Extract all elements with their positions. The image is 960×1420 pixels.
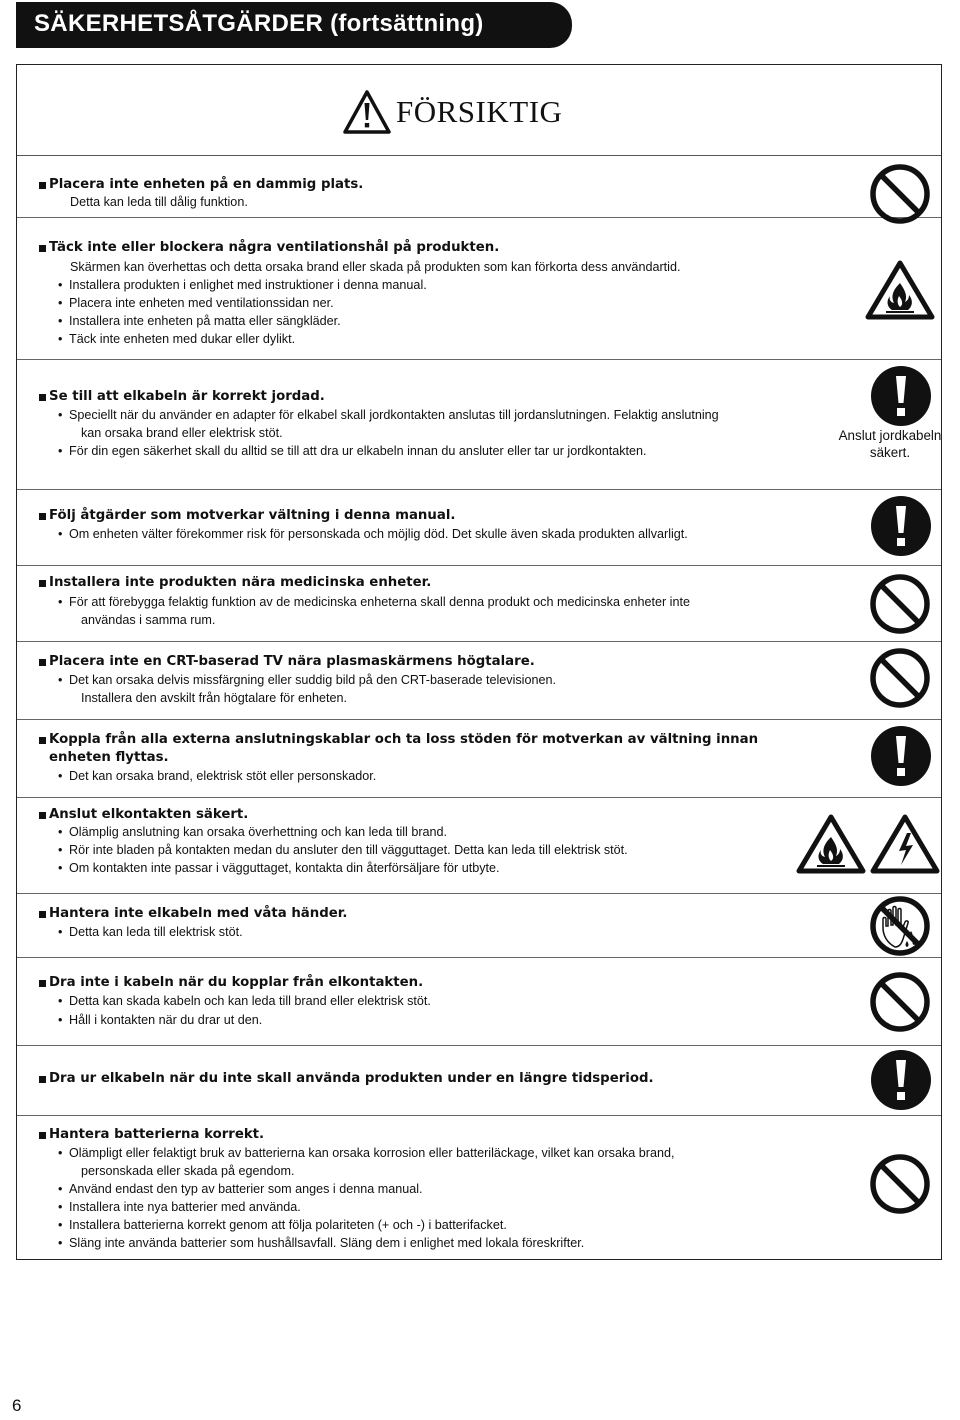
- precaution-heading: Placera inte enheten på en dammig plats.: [49, 177, 364, 192]
- precaution-text: användas i samma rum.: [81, 613, 216, 627]
- precaution-bullet: • Speciellt när du använder en adapter för elkabel skall jordkontakten anslutas till jordanslutningen. Felaktig anslutning: [69, 406, 719, 424]
- warning-triangle-icon: [342, 89, 392, 135]
- precaution-bullet: • Installera produkten i enlighet med instruktioner i denna manual.: [69, 276, 427, 294]
- precaution-heading-continued: enheten flyttas.: [49, 750, 169, 765]
- precaution-bullet: • Olämplig anslutning kan orsaka överhettning och kan leda till brand.: [69, 823, 447, 841]
- precaution-bullet: • Installera inte enheten på matta eller sängkläder.: [69, 312, 341, 330]
- precaution-disconnect-before-moving: [17, 719, 941, 798]
- precaution-dust: [17, 155, 941, 218]
- precaution-unplug-long-periods: [17, 1045, 941, 1116]
- precaution-heading: Anslut elkontakten säkert.: [49, 807, 249, 822]
- page-title: SÄKERHETSÅTGÄRDER (fortsättning): [34, 10, 484, 37]
- precaution-bullet: • För att förebygga felaktig funktion av de medicinska enheterna skall denna produkt och medicinska enheter inte: [69, 593, 690, 611]
- no-wet-hands-icon: [869, 895, 931, 957]
- precaution-medical-devices: [17, 565, 941, 642]
- precaution-bullet: • Det kan orsaka delvis missfärgning eller suddig bild på den CRT-baserade televisionen.: [69, 671, 556, 689]
- fire-hazard-icon: [864, 259, 936, 321]
- electric-shock-icon: [869, 813, 941, 875]
- precaution-grounding: [17, 359, 941, 490]
- mandatory-action-icon: [870, 365, 932, 427]
- precaution-batteries: [17, 1115, 941, 1259]
- caution-title: [342, 87, 562, 137]
- caution-frame: [16, 64, 942, 1260]
- precaution-bullet: • Installera inte nya batterier med använda.: [69, 1198, 301, 1216]
- mandatory-action-icon: [870, 1049, 932, 1111]
- precaution-bullet: • För din egen säkerhet skall du alltid se till att dra ur elkabeln innan du ansluter eller tar ur jordkontakten.: [69, 442, 647, 460]
- precaution-text: Detta kan leda till dålig funktion.: [70, 195, 248, 209]
- precaution-heading: Dra inte i kabeln när du kopplar från elkontakten.: [49, 975, 424, 990]
- precaution-heading: Täck inte eller blockera några ventilationshål på produkten.: [49, 240, 500, 255]
- grounding-note: [837, 427, 943, 461]
- precaution-bullet: • Detta kan leda till elektrisk stöt.: [69, 923, 243, 941]
- precaution-heading: Hantera inte elkabeln med våta händer.: [49, 906, 348, 921]
- precaution-bullet: • Rör inte bladen på kontakten medan du ansluter den till vägguttaget. Detta kan leda till elektrisk stöt.: [69, 841, 628, 859]
- precaution-crt-tv: [17, 641, 941, 720]
- prohibition-icon: [869, 573, 931, 635]
- precaution-pull-plug: [17, 957, 941, 1046]
- precaution-tipping: [17, 489, 941, 566]
- prohibition-icon: [869, 1153, 931, 1215]
- precaution-bullet: • Om kontakten inte passar i vägguttaget, kontakta din återförsäljare för utbyte.: [69, 859, 500, 877]
- precaution-text: personskada eller skada på egendom.: [81, 1164, 295, 1178]
- precaution-text: kan orsaka brand eller elektrisk stöt.: [81, 426, 283, 440]
- precaution-heading: Följ åtgärder som motverkar vältning i denna manual.: [49, 508, 456, 523]
- prohibition-icon: [869, 647, 931, 709]
- precaution-heading: Hantera batterierna korrekt.: [49, 1127, 265, 1142]
- precaution-heading: Installera inte produkten nära medicinska enheter.: [49, 575, 432, 590]
- grounding-note-line: Anslut jordkabeln: [838, 428, 942, 443]
- precaution-heading: Placera inte en CRT-baserad TV nära plasmaskärmens högtalare.: [49, 654, 535, 669]
- fire-hazard-icon: [795, 813, 867, 875]
- precaution-bullet: • Det kan orsaka brand, elektrisk stöt eller personskador.: [69, 767, 376, 785]
- precaution-bullet: • Placera inte enheten med ventilationssidan ner.: [69, 294, 334, 312]
- grounding-note-line: säkert.: [869, 445, 911, 460]
- prohibition-icon: [869, 163, 931, 225]
- precaution-heading: Se till att elkabeln är korrekt jordad.: [49, 389, 325, 404]
- precaution-text: Installera den avskilt från högtalare för enheten.: [81, 691, 348, 705]
- page-number: 6: [12, 1396, 22, 1415]
- precaution-bullet: • Om enheten välter förekommer risk för personskada och möjlig död. Det skulle även skada produkten allvarligt.: [69, 525, 688, 543]
- precaution-bullet: • Håll i kontakten när du drar ut den.: [69, 1011, 262, 1029]
- precaution-text: Skärmen kan överhettas och detta orsaka brand eller skada på produkten som kan förkorta dess användartid.: [70, 260, 681, 274]
- precaution-bullet: • Detta kan skada kabeln och kan leda till brand eller elektrisk stöt.: [69, 992, 431, 1010]
- caution-label: FÖRSIKTIG: [396, 94, 563, 129]
- precaution-bullet: • Täck inte enheten med dukar eller dylikt.: [69, 330, 295, 348]
- precaution-wet-hands: [17, 893, 941, 958]
- precaution-heading: Koppla från alla externa anslutningskablar och ta loss stöden för motverkan av vältning innan: [49, 732, 759, 747]
- prohibition-icon: [869, 971, 931, 1033]
- caution-title-row: [17, 65, 941, 156]
- precaution-heading: Dra ur elkabeln när du inte skall använda produkten under en längre tidsperiod.: [49, 1071, 654, 1086]
- precaution-ventilation: [17, 217, 941, 360]
- precaution-bullet: • Olämpligt eller felaktigt bruk av batterierna kan orsaka korrosion eller batteriläckage, vilket kan orsaka brand,: [69, 1144, 675, 1162]
- section-header-bar: [16, 2, 572, 48]
- precaution-bullet: • Installera batterierna korrekt genom att följa polariteten (+ och -) i batterifacket.: [69, 1216, 507, 1234]
- precaution-bullet: • Använd endast den typ av batterier som anges i denna manual.: [69, 1180, 423, 1198]
- mandatory-action-icon: [870, 495, 932, 557]
- precaution-bullet: • Släng inte använda batterier som hushållsavfall. Släng dem i enlighet med lokala föreskrifter.: [69, 1234, 584, 1252]
- mandatory-action-icon: [870, 725, 932, 787]
